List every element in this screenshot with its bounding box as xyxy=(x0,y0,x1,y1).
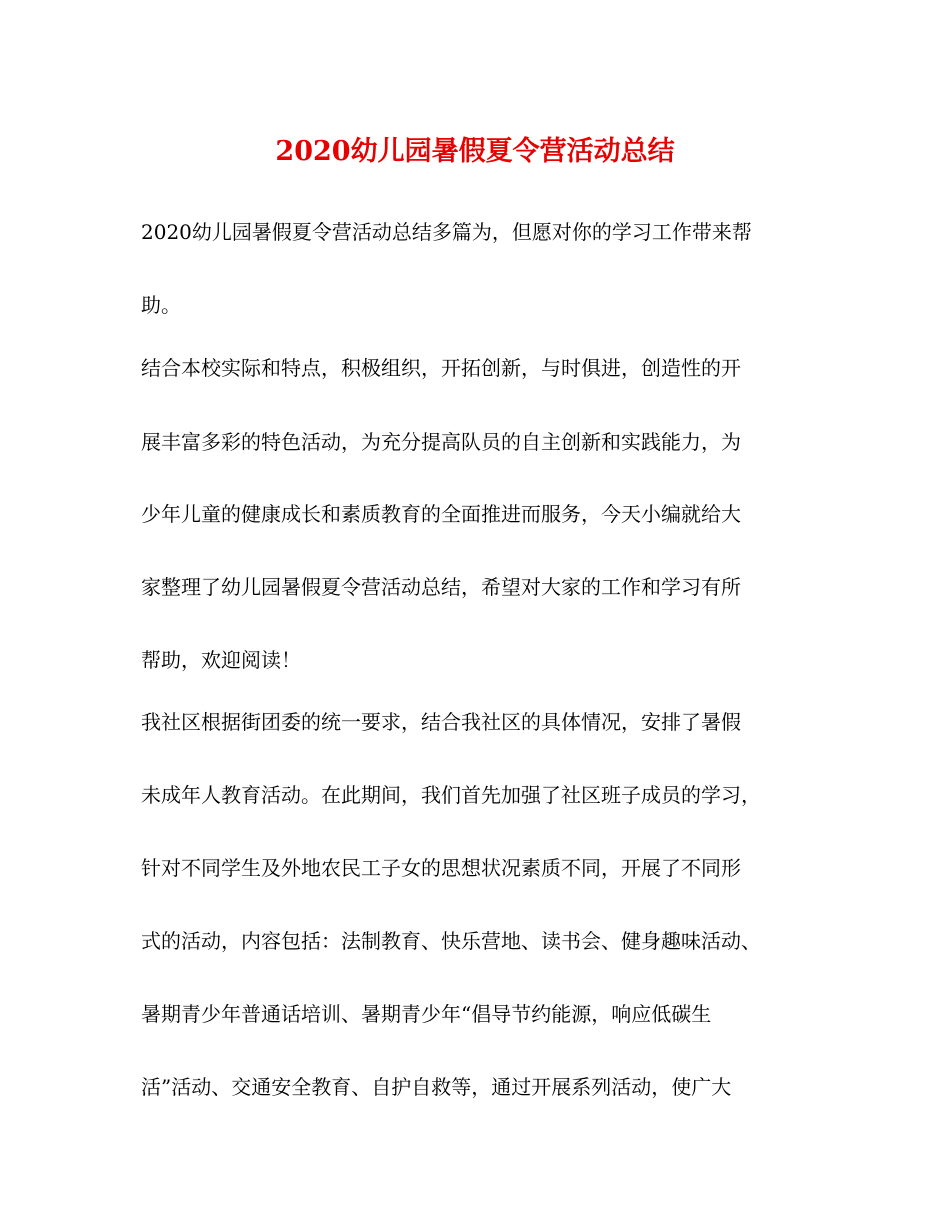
body-line-8: 我社区根据街团委的统一要求，结合我社区的具体情况，安排了暑假 xyxy=(141,710,741,734)
body-line-9: 未成年人教育活动。在此期间，我们首先加强了社区班子成员的学习， xyxy=(141,783,761,807)
body-line-11: 式的活动，内容包括：法制教育、快乐营地、读书会、健身趣味活动、 xyxy=(141,929,761,953)
body-line-7: 帮助，欢迎阅读！ xyxy=(141,648,301,672)
body-line-2: 助。 xyxy=(141,293,181,317)
body-line-6: 家整理了幼儿园暑假夏令营活动总结，希望对大家的工作和学习有所 xyxy=(141,575,741,599)
body-line-4: 展丰富多彩的特色活动，为充分提高队员的自主创新和实践能力，为 xyxy=(141,430,741,454)
document-title: 2020幼儿园暑假夏令营活动总结 xyxy=(275,136,675,167)
body-line-1: 2020幼儿园暑假夏令营活动总结多篇为，但愿对你的学习工作带来帮 xyxy=(141,220,752,244)
body-line-5: 少年儿童的健康成长和素质教育的全面推进而服务，今天小编就给大 xyxy=(141,502,741,526)
body-line-10: 针对不同学生及外地农民工子女的思想状况素质不同，开展了不同形 xyxy=(141,856,741,880)
body-line-3: 结合本校实际和特点，积极组织，开拓创新，与时俱进，创造性的开 xyxy=(141,356,741,380)
body-line-12: 暑期青少年普通话培训、暑期青少年“倡导节约能源，响应低碳生 xyxy=(141,1002,712,1026)
body-line-13: 活”活动、交通安全教育、自护自救等，通过开展系列活动，使广大 xyxy=(141,1075,732,1099)
